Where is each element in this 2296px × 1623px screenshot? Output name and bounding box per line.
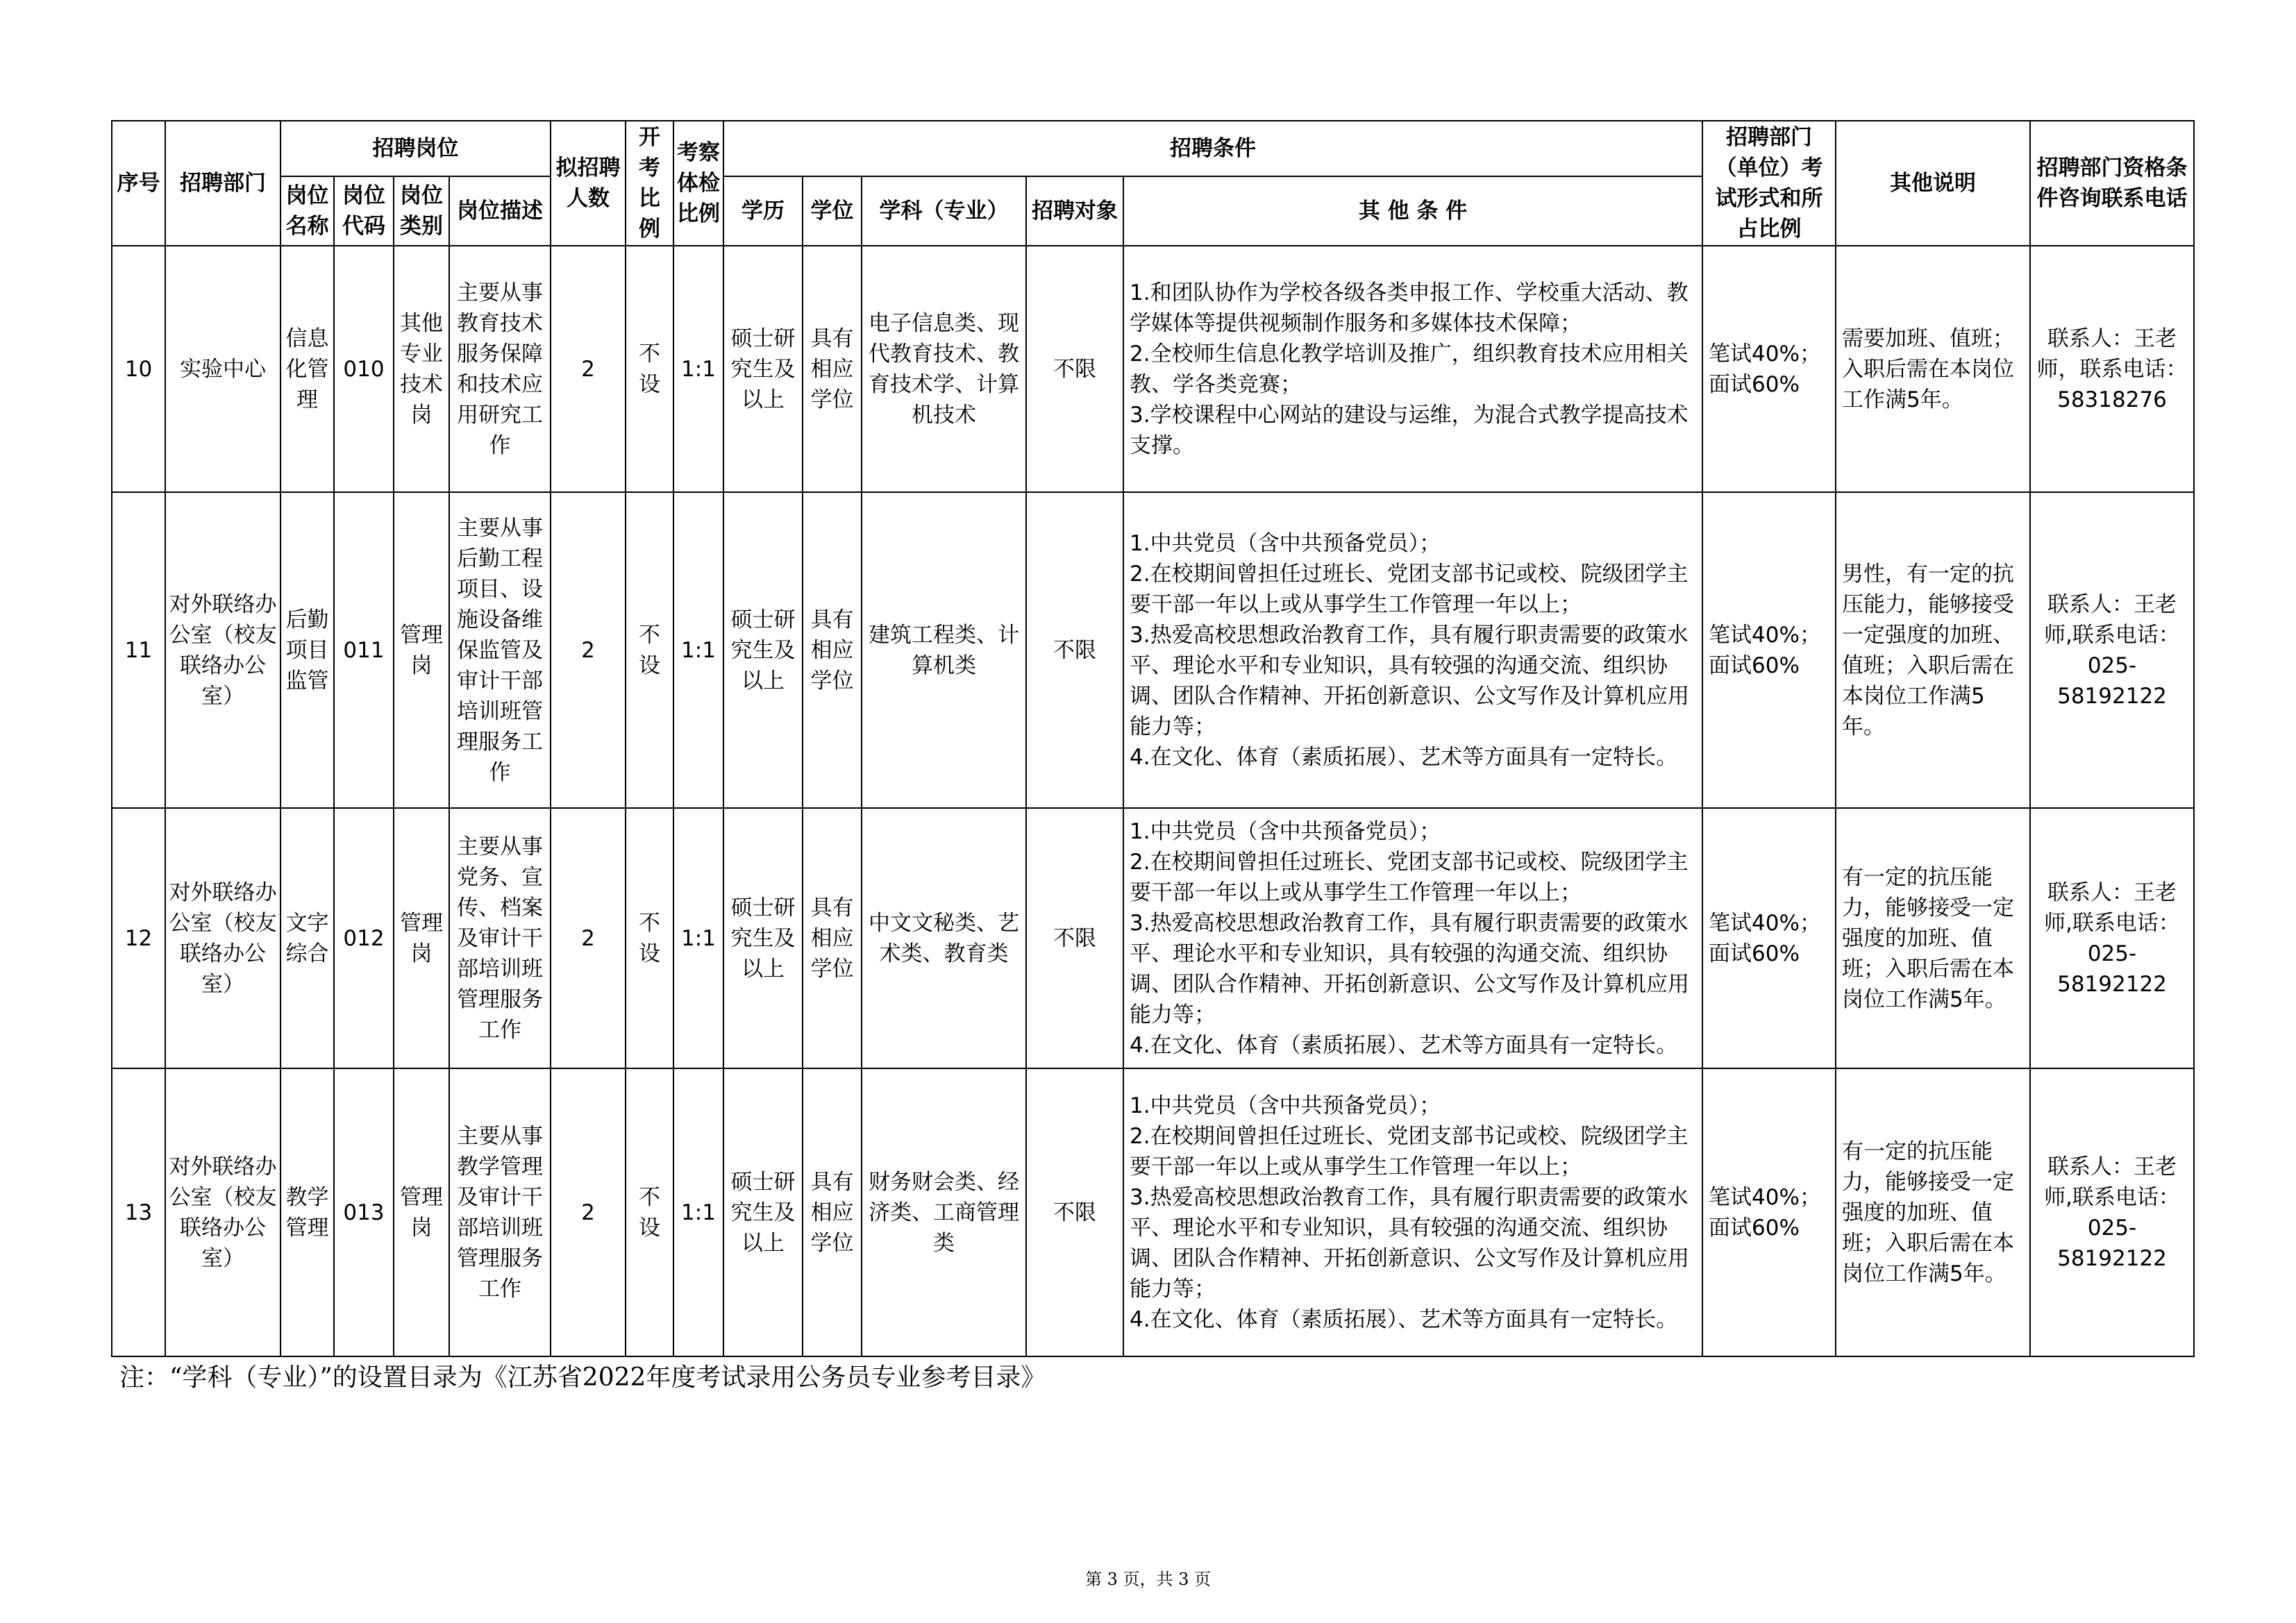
cell-contact: 联系人：王老师，联系电话：58318276 [2030, 246, 2194, 492]
header-open-ratio: 开考比例 [626, 121, 673, 246]
header-conditions-group: 招聘条件 [723, 121, 1702, 176]
cell-exam-form: 笔试40%；面试60% [1702, 246, 1836, 492]
cell-pos-desc: 主要从事后勤工程项目、设施设备维保监管及审计干部培训班管理服务工作 [449, 492, 551, 808]
cell-other-conditions: 1.中共党员（含中共预备党员）； 2.在校期间曾担任过班长、党团支部书记或校、院级团学主要干部一年以上或从事学生工作管理一年以上； 3.热爱高校思想政治教育工作，具有履行职责需要的政策水平、理论水平和专业知识，具有较强的沟通交流、组织协调、团队合作精神、开拓创新意识、公文写作及计算机应用能力等； 4.在文化、体育（素质拓展）、艺术等方面具有一定特长。 [1123, 808, 1702, 1068]
cell-pos-type: 其他专业技术岗 [394, 246, 449, 492]
cell-pos-code: 010 [334, 246, 394, 492]
cell-major: 财务财会类、经济类、工商管理类 [862, 1068, 1026, 1356]
header-exam-form: 招聘部门（单位）考试形式和所占比例 [1702, 121, 1836, 246]
cell-seq: 13 [112, 1068, 165, 1356]
cell-other-conditions: 1.和团队协作为学校各级各类申报工作、学校重大活动、教学媒体等提供视频制作服务和多媒体技术保障； 2.全校师生信息化教学培训及推广，组织教育技术应用相关教、学各类竞赛； 3.学校课程中心网站的建设与运维，为混合式教学提高技术支撑。 [1123, 246, 1702, 492]
cell-pos-name: 后勤项目监管 [280, 492, 334, 808]
cell-other-conditions: 1.中共党员（含中共预备党员）； 2.在校期间曾担任过班长、党团支部书记或校、院级团学主要干部一年以上或从事学生工作管理一年以上； 3.热爱高校思想政治教育工作，具有履行职责需要的政策水平、理论水平和专业知识，具有较强的沟通交流、组织协调、团队合作精神、开拓创新意识、公文写作及计算机应用能力等； 4.在文化、体育（素质拓展）、艺术等方面具有一定特长。 [1123, 1068, 1702, 1356]
page-number: 第 3 页，共 3 页 [1084, 1570, 1212, 1589]
header-pos-name: 岗位名称 [280, 176, 334, 246]
cell-contact: 联系人：王老师,联系电话：025-58192122 [2030, 808, 2194, 1068]
cell-notes: 男性，有一定的抗压能力，能够接受一定强度的加班、值班；入职后需在本岗位工作满5年。 [1836, 492, 2030, 808]
cell-open-ratio: 不设 [626, 1068, 673, 1356]
cell-exam-ratio: 1:1 [673, 492, 723, 808]
cell-pos-desc: 主要从事党务、宣传、档案及审计干部培训班管理服务工作 [449, 808, 551, 1068]
cell-degree: 具有相应学位 [803, 1068, 862, 1356]
cell-dept: 实验中心 [165, 246, 280, 492]
cell-education: 硕士研究生及以上 [723, 808, 803, 1068]
cell-open-ratio: 不设 [626, 246, 673, 492]
header-contact: 招聘部门资格条件咨询联系电话 [2030, 121, 2194, 246]
cell-contact: 联系人：王老师,联系电话：025-58192122 [2030, 492, 2194, 808]
header-major: 学科（专业） [862, 176, 1026, 246]
header-exam-ratio: 考察体检比例 [673, 121, 723, 246]
header-planned: 拟招聘人数 [551, 121, 626, 246]
cell-exam-form: 笔试40%；面试60% [1702, 1068, 1836, 1356]
footnote: 注：“学科（专业）”的设置目录为《江苏省2022年度考试录用公务员专业参考目录》 [119, 1363, 1046, 1392]
cell-open-ratio: 不设 [626, 492, 673, 808]
cell-target: 不限 [1026, 808, 1123, 1068]
cell-pos-type: 管理岗 [394, 808, 449, 1068]
cell-seq: 12 [112, 808, 165, 1068]
cell-target: 不限 [1026, 246, 1123, 492]
cell-exam-form: 笔试40%；面试60% [1702, 492, 1836, 808]
cell-exam-ratio: 1:1 [673, 1068, 723, 1356]
header-notes: 其他说明 [1836, 121, 2030, 246]
cell-planned: 2 [551, 246, 626, 492]
header-other: 其 他 条 件 [1123, 176, 1702, 246]
cell-major: 中文文秘类、艺术类、教育类 [862, 808, 1026, 1068]
cell-degree: 具有相应学位 [803, 246, 862, 492]
cell-pos-name: 信息化管理 [280, 246, 334, 492]
header-seq: 序号 [112, 121, 165, 246]
cell-degree: 具有相应学位 [803, 808, 862, 1068]
table-row [112, 1068, 2194, 1356]
cell-dept: 对外联络办公室（校友联络办公室） [165, 1068, 280, 1356]
cell-other-conditions: 1.中共党员（含中共预备党员）； 2.在校期间曾担任过班长、党团支部书记或校、院级团学主要干部一年以上或从事学生工作管理一年以上； 3.热爱高校思想政治教育工作，具有履行职责需要的政策水平、理论水平和专业知识，具有较强的沟通交流、组织协调、团队合作精神、开拓创新意识、公文写作及计算机应用能力等； 4.在文化、体育（素质拓展）、艺术等方面具有一定特长。 [1123, 492, 1702, 808]
cell-target: 不限 [1026, 492, 1123, 808]
cell-pos-name: 文字综合 [280, 808, 334, 1068]
cell-seq: 11 [112, 492, 165, 808]
table-row [112, 246, 2194, 492]
cell-education: 硕士研究生及以上 [723, 1068, 803, 1356]
cell-education: 硕士研究生及以上 [723, 246, 803, 492]
cell-notes: 有一定的抗压能力，能够接受一定强度的加班、值班；入职后需在本岗位工作满5年。 [1836, 1068, 2030, 1356]
cell-degree: 具有相应学位 [803, 492, 862, 808]
cell-notes: 需要加班、值班；入职后需在本岗位工作满5年。 [1836, 246, 2030, 492]
cell-pos-type: 管理岗 [394, 492, 449, 808]
cell-major: 电子信息类、现代教育技术、教育技术学、计算机技术 [862, 246, 1026, 492]
cell-target: 不限 [1026, 1068, 1123, 1356]
table-row [112, 492, 2194, 808]
cell-pos-code: 012 [334, 808, 394, 1068]
header-pos-desc: 岗位描述 [449, 176, 551, 246]
cell-planned: 2 [551, 1068, 626, 1356]
header-education: 学历 [723, 176, 803, 246]
cell-notes: 有一定的抗压能力，能够接受一定强度的加班、值班；入职后需在本岗位工作满5年。 [1836, 808, 2030, 1068]
cell-pos-code: 011 [334, 492, 394, 808]
header-pos-type: 岗位类别 [394, 176, 449, 246]
cell-pos-desc: 主要从事教育技术服务保障和技术应用研究工作 [449, 246, 551, 492]
header-dept: 招聘部门 [165, 121, 280, 246]
cell-pos-name: 教学管理 [280, 1068, 334, 1356]
cell-exam-form: 笔试40%；面试60% [1702, 808, 1836, 1068]
cell-pos-code: 013 [334, 1068, 394, 1356]
header-degree: 学位 [803, 176, 862, 246]
recruitment-table [111, 120, 2195, 1357]
header-target: 招聘对象 [1026, 176, 1123, 246]
cell-pos-type: 管理岗 [394, 1068, 449, 1356]
cell-major: 建筑工程类、计算机类 [862, 492, 1026, 808]
cell-dept: 对外联络办公室（校友联络办公室） [165, 492, 280, 808]
cell-planned: 2 [551, 492, 626, 808]
cell-seq: 10 [112, 246, 165, 492]
cell-education: 硕士研究生及以上 [723, 492, 803, 808]
cell-exam-ratio: 1:1 [673, 808, 723, 1068]
header-pos-code: 岗位代码 [334, 176, 394, 246]
cell-exam-ratio: 1:1 [673, 246, 723, 492]
cell-planned: 2 [551, 808, 626, 1068]
cell-contact: 联系人：王老师,联系电话：025-58192122 [2030, 1068, 2194, 1356]
header-position-group: 招聘岗位 [280, 121, 551, 176]
cell-pos-desc: 主要从事教学管理及审计干部培训班管理服务工作 [449, 1068, 551, 1356]
cell-open-ratio: 不设 [626, 808, 673, 1068]
cell-dept: 对外联络办公室（校友联络办公室） [165, 808, 280, 1068]
table-row [112, 808, 2194, 1068]
